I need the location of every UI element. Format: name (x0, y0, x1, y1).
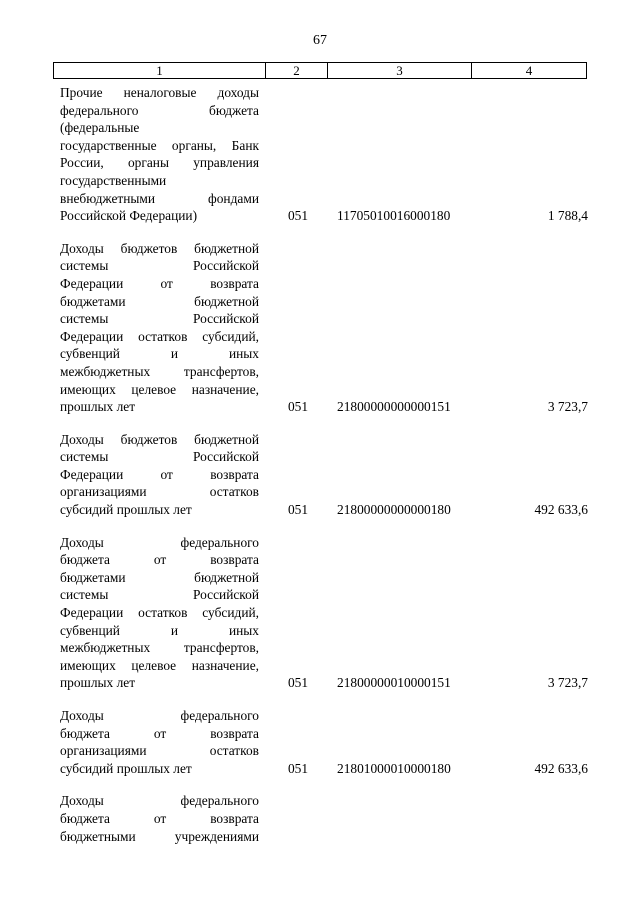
revenue-rows (60, 84, 588, 845)
description-line: имеющих целевое назначение, (60, 657, 259, 673)
row-amount: 1 788,4 (547, 208, 588, 224)
description-line: межбюджетных трансфертов, (60, 363, 259, 379)
description-line: бюджета от возврата (60, 552, 259, 568)
description-line: бюджетными учреждениями (60, 828, 259, 844)
column-header-table (53, 62, 587, 79)
column-header-2: 2 (266, 63, 328, 79)
row-description (60, 431, 259, 519)
description-line: имеющих целевое назначение, (60, 381, 259, 397)
row-classification-code: 21800000000000151 (337, 399, 451, 415)
description-line: Доходы бюджетов бюджетной (60, 240, 259, 256)
description-line: системы Российской (60, 449, 259, 465)
row-description (60, 240, 259, 416)
column-header-3: 3 (328, 63, 472, 79)
description-line: федерального бюджета (60, 102, 259, 118)
page-number: 67 (313, 33, 327, 48)
description-line: субвенций и иных (60, 346, 259, 362)
description-line: бюджета от возврата (60, 810, 259, 826)
row-admin-code: 051 (287, 502, 309, 518)
row-description (60, 792, 259, 845)
row-amount: 3 723,7 (547, 675, 588, 691)
description-line: внебюджетными фондами (60, 190, 259, 206)
row-admin-code: 051 (287, 208, 309, 224)
description-line: государственными (60, 172, 167, 188)
row-amount: 492 633,6 (534, 502, 588, 518)
row-admin-code: 051 (287, 675, 309, 691)
row-admin-code: 051 (287, 760, 309, 776)
row-description (60, 84, 259, 225)
description-line: Федерации остатков субсидий, (60, 605, 259, 621)
description-line: бюджета от возврата (60, 725, 259, 741)
description-line: системы Российской (60, 587, 259, 603)
description-line: Доходы бюджетов бюджетной (60, 431, 259, 447)
description-line: субсидий прошлых лет (60, 760, 192, 776)
table-row (60, 707, 588, 777)
description-line: Доходы федерального (60, 708, 259, 723)
description-line: бюджетами бюджетной (60, 569, 259, 585)
description-line: субвенций и иных (60, 622, 259, 638)
row-amount: 492 633,6 (534, 760, 588, 776)
description-line: бюджетами бюджетной (60, 293, 259, 309)
description-line: Федерации остатков субсидий, (60, 328, 259, 344)
description-line: России, органы управления (60, 155, 259, 171)
description-line: Федерации от возврата (60, 275, 259, 291)
description-line: государственные органы, Банк (60, 137, 259, 153)
description-line: организациями остатков (60, 743, 259, 759)
table-row (60, 792, 588, 845)
table-row (60, 84, 588, 225)
row-classification-code: 21800000010000151 (337, 675, 451, 691)
description-line: Прочие неналоговые доходы (60, 85, 259, 100)
row-admin-code: 051 (287, 399, 309, 415)
table-row (60, 534, 588, 692)
row-classification-code: 11705010016000180 (337, 208, 451, 224)
description-line: субсидий прошлых лет (60, 502, 192, 518)
description-line: прошлых лет (60, 675, 136, 691)
description-line: системы Российской (60, 311, 259, 327)
description-line: организациями остатков (60, 484, 259, 500)
row-description (60, 707, 259, 777)
description-line: Доходы федерального (60, 534, 259, 550)
table-row (60, 240, 588, 416)
column-header-1: 1 (54, 63, 266, 79)
description-line: Доходы федерального (60, 793, 259, 809)
description-line: Федерации от возврата (60, 466, 259, 482)
description-line: межбюджетных трансфертов, (60, 640, 259, 656)
description-line: системы Российской (60, 258, 259, 274)
row-classification-code: 21800000000000180 (337, 502, 451, 518)
row-amount: 3 723,7 (547, 399, 588, 415)
description-line: прошлых лет (60, 399, 136, 415)
description-line: (федеральные (60, 120, 140, 136)
row-description (60, 534, 259, 692)
table-row (60, 431, 588, 519)
column-header-4: 4 (472, 63, 587, 79)
description-line: Российской Федерации) (60, 208, 198, 224)
row-classification-code: 21801000010000180 (337, 760, 451, 776)
